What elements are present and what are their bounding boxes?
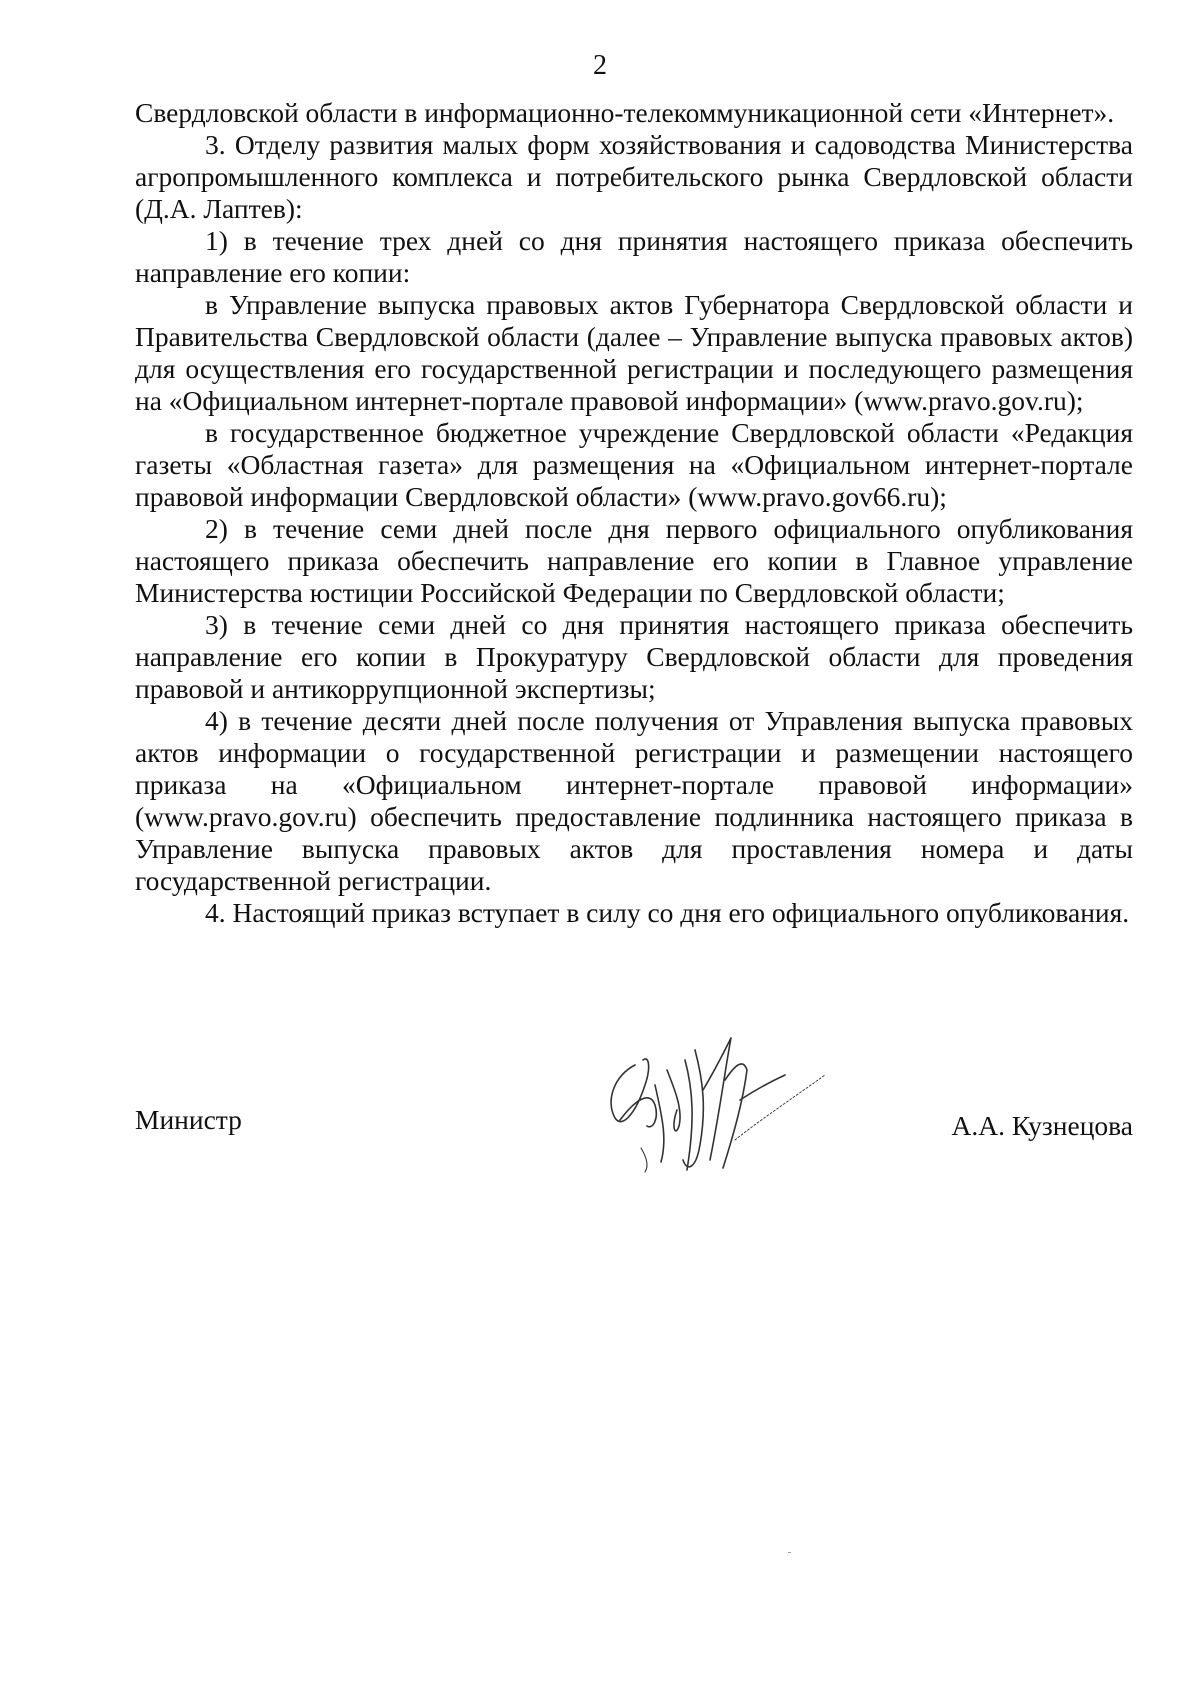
paragraph-continuation: Свердловской области в информационно-телекоммуникационной сети «Интернет». [135, 97, 1115, 128]
paragraph-recipient-legal-acts: в Управление выпуска правовых актов Губернатора Свердловской области и Правительства Свердловской области (далее – Управление выпуска правовых актов) для осуществления его государственной регистрации и последующего размещения на «Официальном интернет-портале правовой информации» (www.pravo.gov.ru); [135, 289, 1133, 416]
paragraph-subitem-4: 4) в течение десяти дней после получения от Управления выпуска правовых актов информации о государственной регистрации и размещении настоящего приказа на «Официальном интернет-портале правовой информации» (www.pravo.gov.ru) обеспечить предоставление подлинника настоящего приказа в Управление выпуска правовых актов для проставления номера и даты государственной регистрации. [135, 705, 1133, 896]
paragraph-recipient-gazette: в государственное бюджетное учреждение Свердловской области «Редакция газеты «Областная газета» для размещения на «Официальном интернет-портале правовой информации Свердловской области» (www.pravo.gov66.ru); [135, 417, 1133, 512]
paragraph-item-3: 3. Отделу развития малых форм хозяйствования и садоводства Министерства агропромышленного комплекса и потребительского рынка Свердловской области (Д.А. Лаптев): [135, 129, 1133, 224]
signatory-name: А.А. Кузнецова [951, 1110, 1133, 1141]
paragraph-subitem-3: 3) в течение семи дней со дня принятия настоящего приказа обеспечить направление его копии в Прокуратуру Свердловской области для проведения правовой и антикоррупционной экспертизы; [135, 609, 1133, 704]
signatory-title: Министр [135, 1104, 242, 1135]
paragraph-subitem-1: 1) в течение трех дней со дня принятия настоящего приказа обеспечить направление его копии: [135, 225, 1133, 288]
page-number: 2 [593, 50, 607, 81]
document-body [135, 97, 1133, 929]
signature-block [135, 1082, 1133, 1192]
paragraph-subitem-2: 2) в течение семи дней после дня первого официального опубликования настоящего приказа обеспечить направление его копии в Главное управление Министерства юстиции Российской Федерации по Свердловской области; [135, 513, 1133, 608]
scan-artifact [788, 1552, 791, 1553]
handwritten-signature [575, 1030, 835, 1180]
paragraph-item-4: 4. Настоящий приказ вступает в силу со дня его официального опубликования. [205, 897, 1130, 928]
